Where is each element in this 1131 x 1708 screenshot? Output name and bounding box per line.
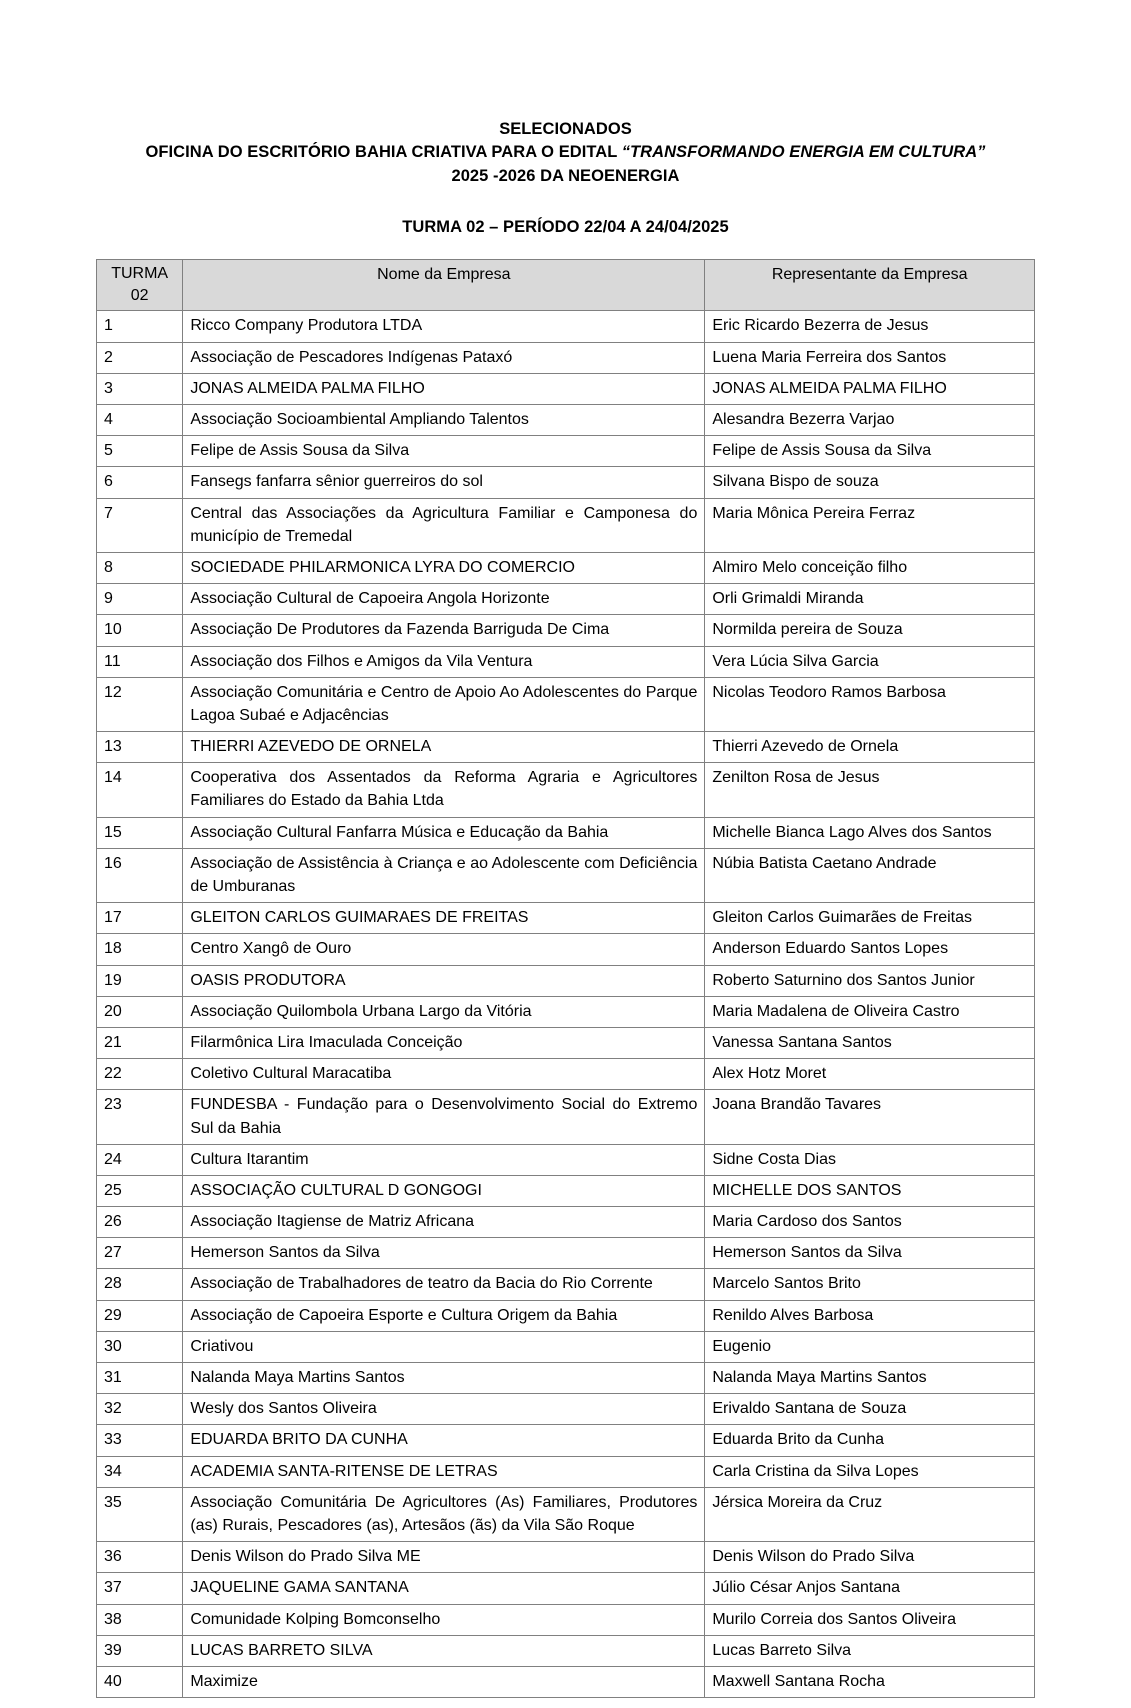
row-index-cell: 24 xyxy=(97,1144,183,1175)
table-row xyxy=(97,1090,1035,1144)
company-name-cell: THIERRI AZEVEDO DE ORNELA xyxy=(183,732,705,763)
title-line-1: SELECIONADOS xyxy=(499,120,632,138)
representative-cell: Erivaldo Santana de Souza xyxy=(705,1394,1035,1425)
representative-cell: Núbia Batista Caetano Andrade xyxy=(705,848,1035,902)
row-index-cell: 1 xyxy=(97,311,183,342)
row-index-cell: 12 xyxy=(97,677,183,731)
column-header-turma-line2: 02 xyxy=(130,286,149,304)
table-row xyxy=(97,1238,1035,1269)
table-header-row xyxy=(97,260,1035,311)
table-row xyxy=(97,1487,1035,1541)
company-name-cell: Associação Cultural de Capoeira Angola Horizonte xyxy=(183,584,705,615)
title-emphasis: “TRANSFORMANDO ENERGIA EM CULTURA” xyxy=(621,143,986,162)
row-index-cell: 34 xyxy=(97,1456,183,1487)
title-line-3: 2025 -2026 DA NEOENERGIA xyxy=(451,166,680,185)
row-index-cell: 11 xyxy=(97,646,183,677)
table-row xyxy=(97,615,1035,646)
representative-cell: Maria Cardoso dos Santos xyxy=(705,1207,1035,1238)
representative-cell: Renildo Alves Barbosa xyxy=(705,1300,1035,1331)
company-name-cell: Associação Itagiense de Matriz Africana xyxy=(183,1207,705,1238)
company-name-cell: Coletivo Cultural Maracatiba xyxy=(183,1059,705,1090)
representative-cell: Anderson Eduardo Santos Lopes xyxy=(705,934,1035,965)
representative-cell: Alex Hotz Moret xyxy=(705,1059,1035,1090)
representative-cell: Roberto Saturnino dos Santos Junior xyxy=(705,965,1035,996)
company-name-cell: Associação de Trabalhadores de teatro da Bacia do Rio Corrente xyxy=(183,1269,705,1300)
table-row xyxy=(97,732,1035,763)
company-name-cell: Associação dos Filhos e Amigos da Vila Ventura xyxy=(183,646,705,677)
row-index-cell: 37 xyxy=(97,1573,183,1604)
row-index-cell: 32 xyxy=(97,1394,183,1425)
column-header-company-name: Nome da Empresa xyxy=(183,260,705,311)
table-row xyxy=(97,1635,1035,1666)
company-name-cell: Associação de Capoeira Esporte e Cultura Origem da Bahia xyxy=(183,1300,705,1331)
representative-cell: Vera Lúcia Silva Garcia xyxy=(705,646,1035,677)
representative-cell: Michelle Bianca Lago Alves dos Santos xyxy=(705,817,1035,848)
company-name-cell: LUCAS BARRETO SILVA xyxy=(183,1635,705,1666)
company-name-cell: Denis Wilson do Prado Silva ME xyxy=(183,1542,705,1573)
company-name-cell: Wesly dos Santos Oliveira xyxy=(183,1394,705,1425)
row-index-cell: 10 xyxy=(97,615,183,646)
table-row xyxy=(97,1144,1035,1175)
table-row xyxy=(97,965,1035,996)
representative-cell: Felipe de Assis Sousa da Silva xyxy=(705,436,1035,467)
row-index-cell: 23 xyxy=(97,1090,183,1144)
row-index-cell: 35 xyxy=(97,1487,183,1541)
representative-cell: Jérsica Moreira da Cruz xyxy=(705,1487,1035,1541)
company-name-cell: Filarmônica Lira Imaculada Conceição xyxy=(183,1027,705,1058)
company-name-cell: Central das Associações da Agricultura Familiar e Camponesa do município de Tremedal xyxy=(183,498,705,552)
row-index-cell: 18 xyxy=(97,934,183,965)
company-name-cell: JONAS ALMEIDA PALMA FILHO xyxy=(183,373,705,404)
company-name-cell: Fansegs fanfarra sênior guerreiros do sol xyxy=(183,467,705,498)
row-index-cell: 33 xyxy=(97,1425,183,1456)
table-row xyxy=(97,436,1035,467)
row-index-cell: 20 xyxy=(97,996,183,1027)
row-index-cell: 30 xyxy=(97,1331,183,1362)
company-name-cell: Maximize xyxy=(183,1666,705,1697)
document-subtitle: TURMA 02 – PERÍODO 22/04 A 24/04/2025 xyxy=(402,218,729,237)
company-name-cell: Comunidade Kolping Bomconselho xyxy=(183,1604,705,1635)
company-name-cell: Cooperativa dos Assentados da Reforma Agraria e Agricultores Familiares do Estado da Bahia Ltda xyxy=(183,763,705,817)
representative-cell: Almiro Melo conceição filho xyxy=(705,552,1035,583)
representative-cell: Gleiton Carlos Guimarães de Freitas xyxy=(705,903,1035,934)
representative-cell: Joana Brandão Tavares xyxy=(705,1090,1035,1144)
representative-cell: Normilda pereira de Souza xyxy=(705,615,1035,646)
table-row xyxy=(97,552,1035,583)
row-index-cell: 17 xyxy=(97,903,183,934)
representative-cell: Orli Grimaldi Miranda xyxy=(705,584,1035,615)
company-name-cell: JAQUELINE GAMA SANTANA xyxy=(183,1573,705,1604)
title-line-2 xyxy=(96,141,1035,164)
table-body xyxy=(97,311,1035,1698)
table-row xyxy=(97,1666,1035,1697)
representative-cell: Eugenio xyxy=(705,1331,1035,1362)
representative-cell: Nalanda Maya Martins Santos xyxy=(705,1363,1035,1394)
representative-cell: Lucas Barreto Silva xyxy=(705,1635,1035,1666)
company-name-cell: Associação Comunitária e Centro de Apoio Ao Adolescentes do Parque Lagoa Subaé e Adjacências xyxy=(183,677,705,731)
representative-cell: Maria Mônica Pereira Ferraz xyxy=(705,498,1035,552)
row-index-cell: 4 xyxy=(97,405,183,436)
table-row xyxy=(97,405,1035,436)
row-index-cell: 15 xyxy=(97,817,183,848)
row-index-cell: 40 xyxy=(97,1666,183,1697)
table-row xyxy=(97,373,1035,404)
representative-cell: Marcelo Santos Brito xyxy=(705,1269,1035,1300)
row-index-cell: 3 xyxy=(97,373,183,404)
row-index-cell: 21 xyxy=(97,1027,183,1058)
table-row xyxy=(97,763,1035,817)
representative-cell: Vanessa Santana Santos xyxy=(705,1027,1035,1058)
table-row xyxy=(97,584,1035,615)
company-name-cell: Hemerson Santos da Silva xyxy=(183,1238,705,1269)
representative-cell: Hemerson Santos da Silva xyxy=(705,1238,1035,1269)
table-row xyxy=(97,817,1035,848)
row-index-cell: 38 xyxy=(97,1604,183,1635)
company-name-cell: GLEITON CARLOS GUIMARAES DE FREITAS xyxy=(183,903,705,934)
table-row xyxy=(97,1363,1035,1394)
representative-cell: Eric Ricardo Bezerra de Jesus xyxy=(705,311,1035,342)
row-index-cell: 26 xyxy=(97,1207,183,1238)
column-header-turma-line1: TURMA xyxy=(111,265,169,283)
company-name-cell: Criativou xyxy=(183,1331,705,1362)
row-index-cell: 14 xyxy=(97,763,183,817)
table-row xyxy=(97,1394,1035,1425)
row-index-cell: 29 xyxy=(97,1300,183,1331)
table-row xyxy=(97,1542,1035,1573)
representative-cell: MICHELLE DOS SANTOS xyxy=(705,1175,1035,1206)
row-index-cell: 6 xyxy=(97,467,183,498)
row-index-cell: 16 xyxy=(97,848,183,902)
representative-cell: Thierri Azevedo de Ornela xyxy=(705,732,1035,763)
table-row xyxy=(97,1175,1035,1206)
representative-cell: Denis Wilson do Prado Silva xyxy=(705,1542,1035,1573)
company-name-cell: OASIS PRODUTORA xyxy=(183,965,705,996)
company-name-cell: Associação Comunitária De Agricultores (As) Familiares, Produtores (as) Rurais, Pescadores (as), Artesãos (ãs) da Vila São Roque xyxy=(183,1487,705,1541)
table-row xyxy=(97,1456,1035,1487)
table-row xyxy=(97,934,1035,965)
row-index-cell: 7 xyxy=(97,498,183,552)
selected-companies-table xyxy=(96,259,1035,1698)
table-row xyxy=(97,342,1035,373)
column-header-turma xyxy=(97,260,183,311)
representative-cell: Silvana Bispo de souza xyxy=(705,467,1035,498)
table-row xyxy=(97,467,1035,498)
company-name-cell: Associação de Assistência à Criança e ao Adolescente com Deficiência de Umburanas xyxy=(183,848,705,902)
representative-cell: Maria Madalena de Oliveira Castro xyxy=(705,996,1035,1027)
table-row xyxy=(97,1604,1035,1635)
representative-cell: Nicolas Teodoro Ramos Barbosa xyxy=(705,677,1035,731)
representative-cell: Murilo Correia dos Santos Oliveira xyxy=(705,1604,1035,1635)
table-row xyxy=(97,1331,1035,1362)
representative-cell: Eduarda Brito da Cunha xyxy=(705,1425,1035,1456)
company-name-cell: Associação Socioambiental Ampliando Talentos xyxy=(183,405,705,436)
table-row xyxy=(97,848,1035,902)
table-row xyxy=(97,646,1035,677)
row-index-cell: 27 xyxy=(97,1238,183,1269)
company-name-cell: FUNDESBA - Fundação para o Desenvolvimento Social do Extremo Sul da Bahia xyxy=(183,1090,705,1144)
table-row xyxy=(97,311,1035,342)
table-row xyxy=(97,1207,1035,1238)
representative-cell: Zenilton Rosa de Jesus xyxy=(705,763,1035,817)
representative-cell: Júlio César Anjos Santana xyxy=(705,1573,1035,1604)
table-head xyxy=(97,260,1035,311)
table-row xyxy=(97,1425,1035,1456)
company-name-cell: Centro Xangô de Ouro xyxy=(183,934,705,965)
company-name-cell: Associação Cultural Fanfarra Música e Educação da Bahia xyxy=(183,817,705,848)
table-row xyxy=(97,1059,1035,1090)
row-index-cell: 36 xyxy=(97,1542,183,1573)
company-name-cell: Associação De Produtores da Fazenda Barriguda De Cima xyxy=(183,615,705,646)
company-name-cell: Cultura Itarantim xyxy=(183,1144,705,1175)
representative-cell: Maxwell Santana Rocha xyxy=(705,1666,1035,1697)
row-index-cell: 31 xyxy=(97,1363,183,1394)
representative-cell: Carla Cristina da Silva Lopes xyxy=(705,1456,1035,1487)
company-name-cell: Ricco Company Produtora LTDA xyxy=(183,311,705,342)
company-name-cell: SOCIEDADE PHILARMONICA LYRA DO COMERCIO xyxy=(183,552,705,583)
row-index-cell: 19 xyxy=(97,965,183,996)
row-index-cell: 25 xyxy=(97,1175,183,1206)
company-name-cell: ACADEMIA SANTA-RITENSE DE LETRAS xyxy=(183,1456,705,1487)
row-index-cell: 5 xyxy=(97,436,183,467)
table-row xyxy=(97,1269,1035,1300)
company-name-cell: EDUARDA BRITO DA CUNHA xyxy=(183,1425,705,1456)
row-index-cell: 22 xyxy=(97,1059,183,1090)
row-index-cell: 13 xyxy=(97,732,183,763)
row-index-cell: 2 xyxy=(97,342,183,373)
representative-cell: Sidne Costa Dias xyxy=(705,1144,1035,1175)
table-row xyxy=(97,996,1035,1027)
representative-cell: Alesandra Bezerra Varjao xyxy=(705,405,1035,436)
title-line-2-text: OFICINA DO ESCRITÓRIO BAHIA CRIATIVA PARA O EDITAL xyxy=(145,143,622,162)
row-index-cell: 28 xyxy=(97,1269,183,1300)
table-row xyxy=(97,498,1035,552)
company-name-cell: Nalanda Maya Martins Santos xyxy=(183,1363,705,1394)
table-row xyxy=(97,677,1035,731)
company-name-cell: Felipe de Assis Sousa da Silva xyxy=(183,436,705,467)
table-row xyxy=(97,903,1035,934)
table-row xyxy=(97,1573,1035,1604)
company-name-cell: Associação Quilombola Urbana Largo da Vitória xyxy=(183,996,705,1027)
column-header-representative: Representante da Empresa xyxy=(705,260,1035,311)
company-name-cell: Associação de Pescadores Indígenas Pataxó xyxy=(183,342,705,373)
row-index-cell: 39 xyxy=(97,1635,183,1666)
row-index-cell: 9 xyxy=(97,584,183,615)
representative-cell: Luena Maria Ferreira dos Santos xyxy=(705,342,1035,373)
company-name-cell: ASSOCIAÇÃO CULTURAL D GONGOGI xyxy=(183,1175,705,1206)
document-title xyxy=(96,118,1035,188)
row-index-cell: 8 xyxy=(97,552,183,583)
table-row xyxy=(97,1300,1035,1331)
representative-cell: JONAS ALMEIDA PALMA FILHO xyxy=(705,373,1035,404)
table-row xyxy=(97,1027,1035,1058)
